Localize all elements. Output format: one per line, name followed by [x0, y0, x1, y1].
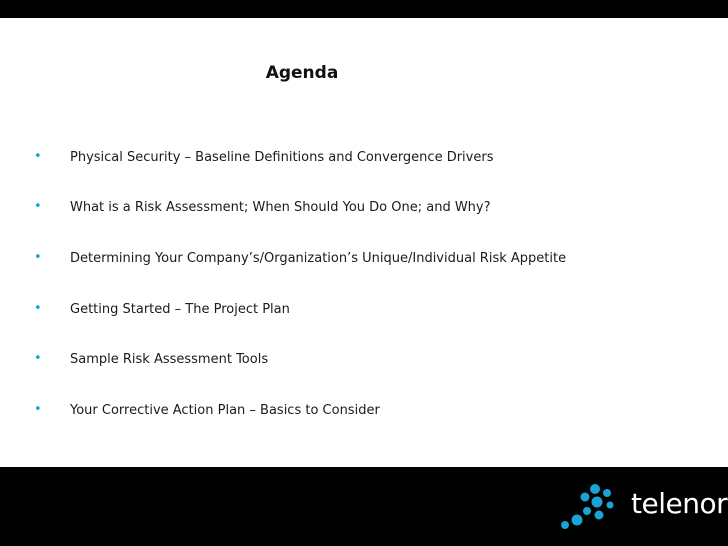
- agenda-item-label: Physical Security – Baseline Definitions and Convergence Drivers: [70, 149, 494, 165]
- bullet-icon: •: [34, 149, 42, 164]
- agenda-item: [34, 247, 566, 269]
- agenda-item-label: Your Corrective Action Plan – Basics to Consider: [70, 402, 380, 418]
- logo-wordmark: telenor: [631, 487, 728, 520]
- agenda-item-label: Sample Risk Assessment Tools: [70, 351, 269, 367]
- agenda-item: [34, 399, 380, 421]
- bullet-icon: •: [34, 402, 42, 417]
- agenda-item: [34, 298, 290, 320]
- bullet-icon: •: [34, 199, 42, 214]
- bullet-icon: •: [34, 301, 42, 316]
- bullet-icon: •: [34, 250, 42, 265]
- agenda-item-label: Determining Your Company’s/Organization’s Unique/Individual Risk Appetite: [70, 250, 567, 266]
- agenda-item: [34, 196, 491, 218]
- agenda-item-label: What is a Risk Assessment; When Should You Do One; and Why?: [70, 199, 491, 215]
- telenor-logo: [555, 483, 728, 533]
- agenda-item-label: Getting Started – The Project Plan: [70, 301, 290, 317]
- slide-title: Agenda: [265, 63, 339, 83]
- telenor-propeller-icon: [555, 483, 625, 533]
- bullet-icon: •: [34, 351, 42, 366]
- agenda-item: [34, 348, 268, 370]
- agenda-item: [34, 146, 493, 168]
- top-bar: [0, 0, 728, 18]
